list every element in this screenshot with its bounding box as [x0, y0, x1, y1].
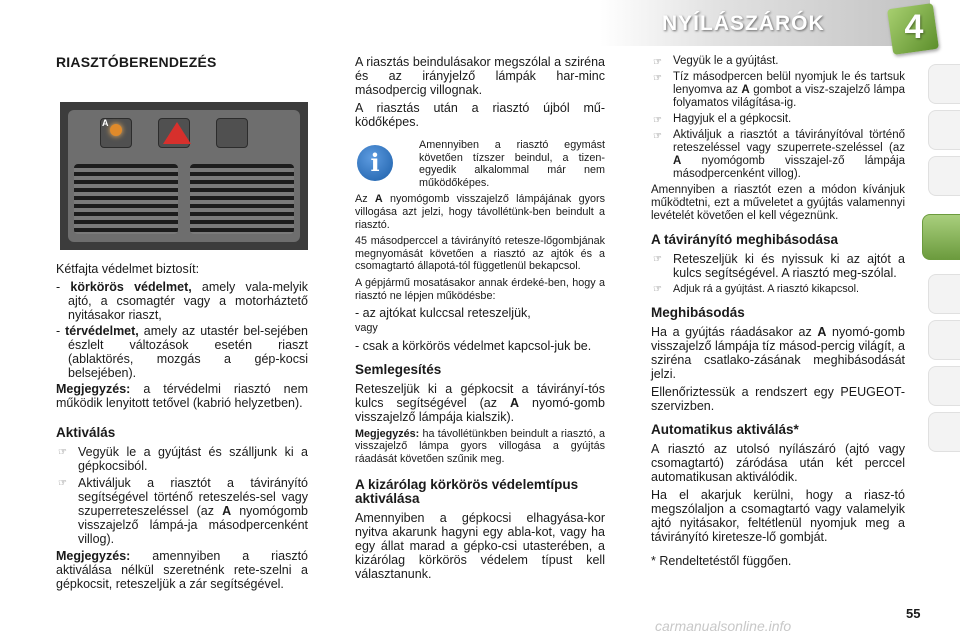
text-part: Reteszeljük ki a gépkocsit a távirányí-tós kulcs segítségével (az	[355, 381, 605, 410]
footnote: * Rendeltetéstől függően.	[651, 553, 792, 568]
note-text: ha távollétünkben beindult a riasztó, a visszajelző lámpa gyors villogása a gyújtás ráadását követően szűnik meg.	[355, 427, 605, 465]
chapter-number: 4	[904, 8, 924, 46]
side-tab[interactable]	[928, 156, 960, 196]
subheading: Aktiválás	[56, 425, 116, 440]
dash-item: - körkörös védelmet, amely vala-melyik ajtó, a csomagtér vagy a motorháztető nyitásakor riaszt,	[56, 280, 308, 322]
watermark: carmanualsonline.info	[655, 618, 792, 634]
subheading: Automatikus aktiválás*	[651, 421, 799, 437]
bullet-text: nyomógomb visszajel-ző lámpája másodpercenként villog).	[673, 155, 905, 180]
bullet-text: gombot a visz-szajelző lámpa folyamatos világítása-ig.	[673, 84, 905, 109]
paragraph: Ha el akarjuk kerülni, hogy a riasz-tó megszólaljon a csomagtartó vagy valamelyik ajtó nyitásakor, feltétlenül nyomjuk meg a távirányító kiretesze-lő gombját.	[651, 487, 905, 544]
side-tab-active[interactable]	[922, 214, 960, 260]
bullet-text: Vegyük le a gyújtást és szálljunk ki a gépkocsiból.	[78, 445, 308, 473]
text-part: nyomó-gomb visszajelző lámpája kialszik).	[355, 395, 605, 424]
note-label: Megjegyzés:	[56, 549, 131, 563]
paragraph: Amennyiben a riasztót ezen a módon kívánjuk működtetni, ezt a műveletet a gyújtás valamennyi levételét követően el kell végeznünk.	[651, 184, 905, 222]
pointing-hand-icon: ☞	[653, 131, 662, 142]
info-text: 45 másodperccel a távirányító retesze-lőgombjának megnyomását követően a riasztó az ajtók és a csomagtartó állapotá-tól függetlenül bekapcsol.	[355, 235, 605, 273]
dash-text: amely az utastér bel-sejében észlelt változások esetén riaszt (ablaktörés, mozgás a gép-kocsi belsejében).	[68, 324, 308, 380]
bullet-bold: A	[741, 84, 750, 96]
bullet-text: Hagyjuk el a gépkocsit.	[673, 113, 792, 125]
note-paragraph	[355, 428, 605, 466]
side-tab[interactable]	[928, 412, 960, 452]
panel-button	[216, 118, 248, 148]
subheading: Semlegesítés	[355, 361, 442, 377]
pointing-hand-icon: ☞	[653, 254, 662, 265]
bullet-text: Vegyük le a gyújtást.	[673, 55, 779, 67]
info-icon: i	[357, 145, 393, 181]
bullet-text: nyomógomb visszajelző lámpá-ja másodpercenként villog).	[78, 504, 308, 546]
text-bold: A	[510, 395, 520, 410]
info-text-part: nyomógomb visszajelző lámpájának gyors villogása azt jelzi, hogy távollétünk-ben beindult a riasztó.	[355, 193, 605, 231]
bullet-item	[651, 252, 905, 280]
bullet-item	[651, 71, 905, 110]
text-bold: A	[817, 324, 827, 339]
pointing-hand-icon: ☞	[653, 284, 662, 295]
note-paragraph	[56, 549, 308, 591]
bullet-item	[56, 476, 308, 546]
bullet-text: Reteszeljük ki és nyissuk ki az ajtót a kulcs segítségével. A riasztó meg-szólal.	[673, 252, 905, 280]
page-number: 55	[906, 606, 921, 621]
info-bold: A	[374, 193, 383, 206]
info-text-part: Az	[355, 193, 375, 206]
indicator-lamp-icon	[110, 124, 122, 136]
column-1	[56, 55, 308, 595]
paragraph: A riasztás beindulásakor megszólal a sziréna és az irányjelző lámpák har-minc másodpercig villognak.	[355, 55, 605, 97]
pointing-hand-icon: ☞	[653, 57, 662, 68]
side-tab[interactable]	[928, 110, 960, 150]
note-text: a térvédelmi riasztó nem működik lenyitott tetővel (kabrió helyzetben).	[56, 382, 308, 410]
subheading: Meghibásodás	[651, 304, 745, 320]
or-text: vagy	[355, 322, 378, 335]
subheading: A kizárólag körkörös védelemtípus aktiválása	[355, 476, 579, 506]
hazard-triangle-icon	[163, 122, 191, 144]
paragraph	[355, 382, 605, 424]
bullet-text: Adjuk rá a gyújtást. A riasztó kikapcsol.	[673, 283, 860, 295]
bullet-item	[651, 55, 905, 68]
column-2	[355, 55, 605, 585]
note-label: Megjegyzés:	[355, 427, 420, 440]
bullet-item	[651, 113, 905, 126]
chapter-title: NYÍLÁSZÁRÓK	[662, 12, 825, 35]
bullet-bold: A	[673, 155, 682, 167]
bullet-bold: A	[222, 504, 232, 518]
text-part: Ha a gyújtás ráadásakor az	[651, 324, 818, 339]
dash-item: - az ajtókat kulccsal reteszeljük,	[355, 306, 531, 321]
paragraph: A riasztó az utolsó nyílászáró (ajtó vagy csomagtartó) záródása után két perccel automatikusan aktiválódik.	[651, 441, 905, 484]
column-3	[651, 55, 905, 572]
dash-bold: körkörös védelmet,	[70, 280, 192, 294]
info-text: A gépjármű mosatásakor annak érdeké-ben, hogy a riasztó ne lépjen működésbe:	[355, 276, 605, 302]
paragraph: Amennyiben a gépkocsi elhagyása-kor nyitva akarunk hagyni egy abla-kot, vagy ha egy állat marad a gépko-csi utasterében, a kizárólag körkörös védelem típust kell választanunk.	[355, 510, 605, 581]
text-part: nyomó-gomb visszajelző lámpája tíz másod-percig világít, a sziréna csatlako-zásának meghibásodását jelzi.	[651, 324, 905, 381]
side-tab[interactable]	[928, 366, 960, 406]
note-label: Megjegyzés:	[56, 382, 131, 396]
side-tab[interactable]	[928, 320, 960, 360]
dash-item: - csak a körkörös védelmet kapcsol-juk be.	[355, 338, 592, 353]
note-paragraph	[56, 382, 308, 410]
pointing-hand-icon: ☞	[58, 478, 67, 489]
pointing-hand-icon: ☞	[653, 73, 662, 84]
dash-item: - térvédelmet, amely az utastér bel-sejében észlelt változások esetén riaszt (ablaktörés, mozgás a gép-kocsi belsejében).	[56, 324, 308, 380]
bullet-text: Tíz másodpercen belül nyomjuk le és tartsuk lenyomva az	[673, 71, 905, 96]
side-tab[interactable]	[928, 274, 960, 314]
air-vent-left	[74, 164, 178, 234]
dash-bold: térvédelmet,	[65, 324, 139, 338]
pointing-hand-icon: ☞	[58, 447, 67, 458]
paragraph: A riasztás után a riasztó újból mű-ködőképes.	[355, 101, 605, 129]
subheading: A távirányító meghibásodása	[651, 232, 839, 247]
info-box	[355, 139, 605, 302]
note-text: amennyiben a riasztó aktiválása nélkül szeretnénk rete-szelni a gépkocsit, reteszeljük a zár segítségével.	[56, 549, 308, 591]
air-vent-right	[190, 164, 294, 234]
dashboard-photo	[60, 102, 308, 250]
bullet-item	[651, 129, 905, 181]
dash-text: amely vala-melyik ajtó, a csomagtér vagy a motorháztető nyitásakor riaszt,	[68, 280, 308, 322]
bullet-text: Aktiváljuk a riasztót a távirányító segítségével történő reteszelés-sel vagy szuperreteszeléssel (az	[78, 476, 308, 518]
paragraph: Ellenőriztessük a rendszert egy PEUGEOT-szervizben.	[651, 384, 905, 413]
bullet-item	[56, 445, 308, 473]
section-heading: RIASZTÓBERENDEZÉS	[56, 54, 217, 70]
photo-label-a: A	[102, 118, 109, 128]
info-text	[355, 193, 605, 231]
side-tab[interactable]	[928, 64, 960, 104]
bullet-text: Aktiváljuk a riasztót a távirányítóval történő reteszeléssel vagy szuperrete-szeléssel (az	[673, 129, 905, 154]
paragraph	[651, 325, 905, 381]
bullet-item	[651, 283, 905, 296]
info-text: Amennyiben a riasztó egymást követően tízszer beindul, a tizen-egyedik alkalommal már nem működőképes.	[419, 139, 605, 189]
pointing-hand-icon: ☞	[653, 115, 662, 126]
intro-text: Kétfajta védelmet biztosít:	[56, 262, 200, 276]
